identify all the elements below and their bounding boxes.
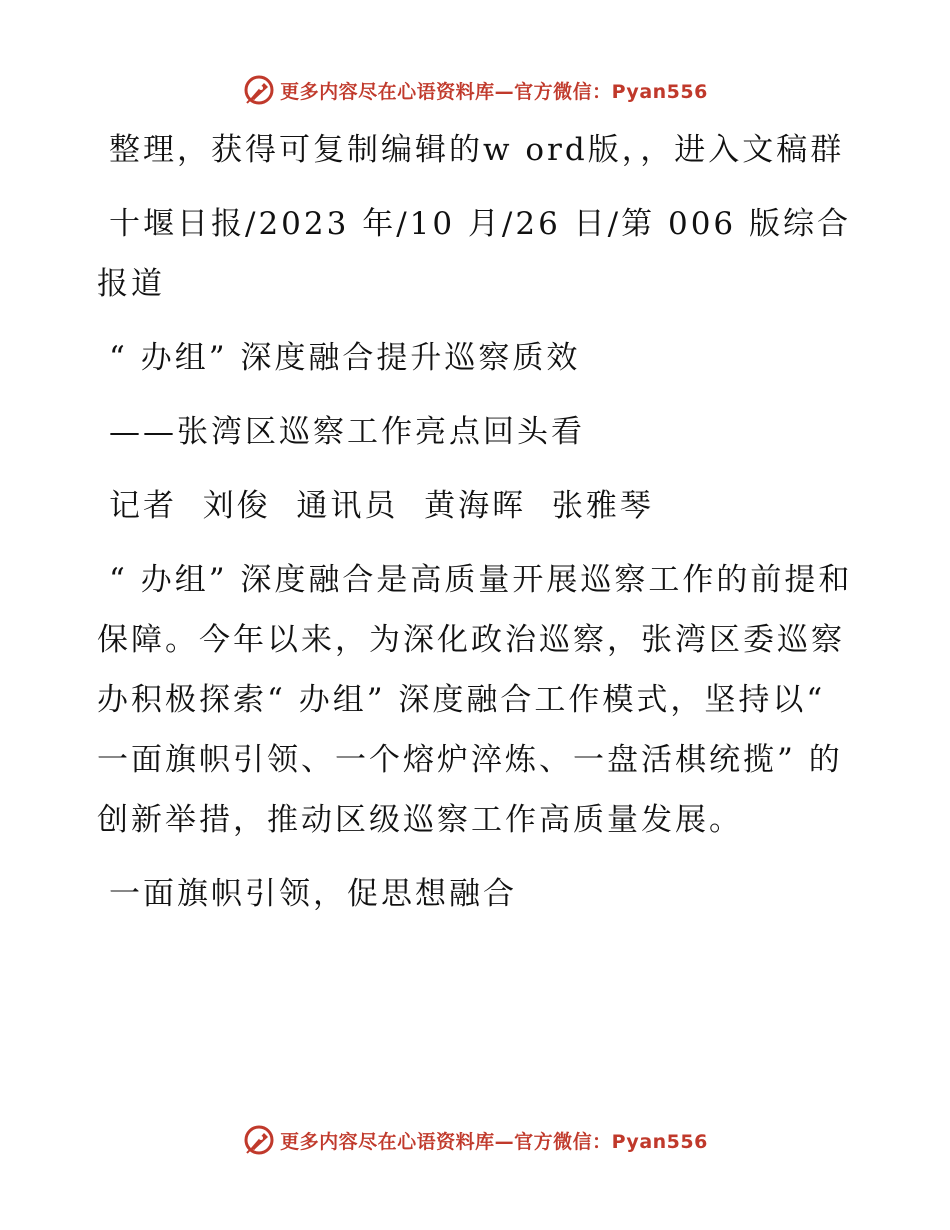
pen-nib-logo-icon: [242, 73, 276, 107]
section-heading: 一面旗帜引领，促思想融合: [109, 876, 517, 912]
byline: 记者 刘俊 通讯员 黄海晖 张雅琴: [109, 488, 654, 524]
footer-banner: [0, 1120, 950, 1160]
footer-banner-text: 更多内容尽在心语资料库—官方微信：Pyan556: [280, 1130, 708, 1153]
body-paragraph: “ 办组” 深度融合是高质量开展巡察工作的前提和保障。今年以来，为深化政治巡察，张湾区委巡察办积极探索“ 办组” 深度融合工作模式，坚持以“ 一面旗帜引领、一个熔炉淬炼、一盘活棋统揽” 的创新举措，推动区级巡察工作高质量发展。: [97, 562, 853, 838]
article-title: “ 办组” 深度融合提升巡察质效: [109, 340, 581, 376]
header-banner: [0, 70, 950, 110]
header-banner-text: 更多内容尽在心语资料库—官方微信：Pyan556: [280, 80, 708, 103]
source-line: 十堰日报/2023 年/10 月/26 日/第 006 版综合报道: [97, 206, 852, 302]
pen-nib-logo-icon: [242, 1123, 276, 1157]
document-body: [97, 120, 857, 938]
article-subtitle: ——张湾区巡察工作亮点回头看: [109, 414, 585, 450]
intro-note: 整理，获得可复制编辑的w ord版，，进入文稿群: [109, 132, 845, 168]
